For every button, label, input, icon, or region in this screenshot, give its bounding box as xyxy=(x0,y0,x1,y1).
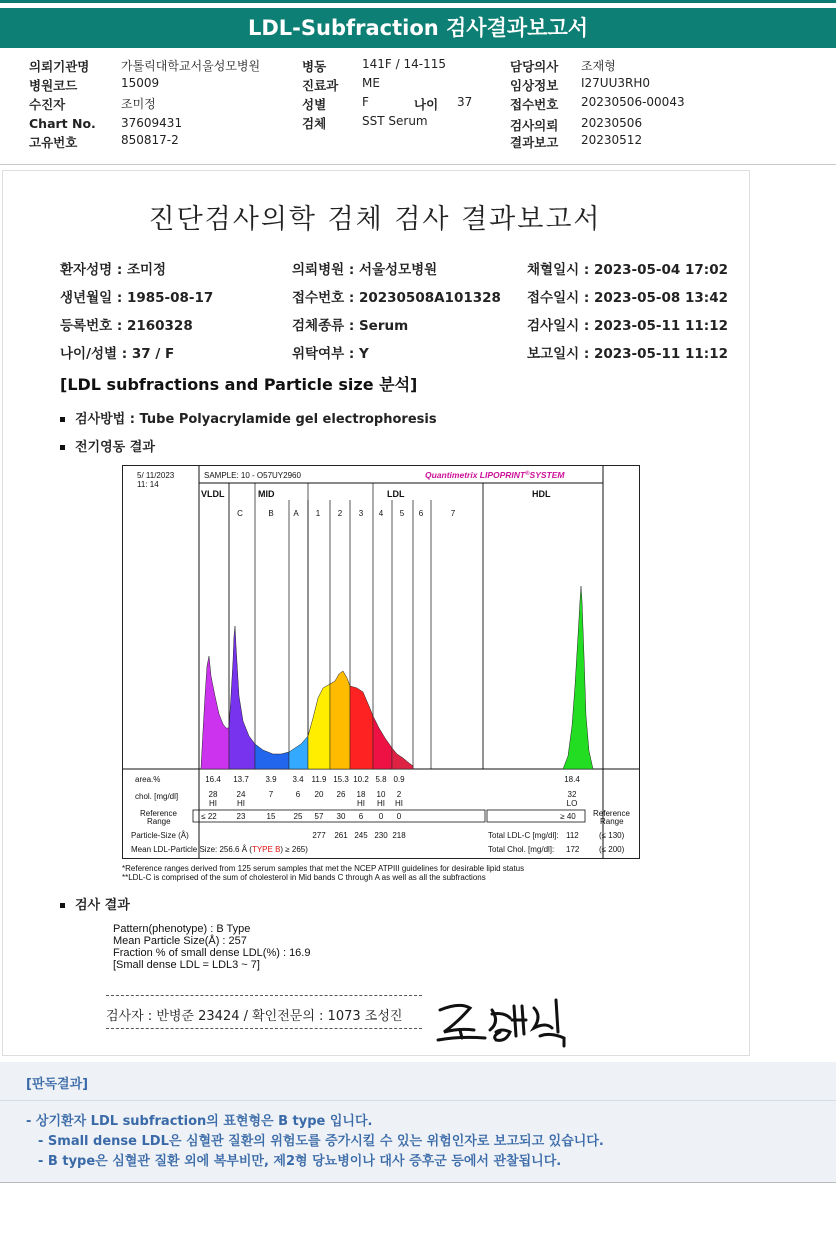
signature-dash-top xyxy=(106,995,422,996)
label-age: 나이 xyxy=(414,97,439,112)
result-heading: 검사 결과 xyxy=(75,898,130,913)
chart-brand-suffix: SYSTEM xyxy=(529,470,565,480)
bottom-divider xyxy=(0,1182,836,1183)
label-patient: 수진자 xyxy=(29,97,66,112)
area-value-b: 3.9 xyxy=(265,775,277,784)
test-datetime: 검사일시 : 2023-05-11 11:12 xyxy=(527,318,728,334)
particle-size-value: 277 xyxy=(312,831,326,840)
value-specimen: SST Serum xyxy=(362,114,428,128)
value-age: 37 xyxy=(457,95,473,109)
requesting-hospital: 의뢰병원 : 서울성모병원 xyxy=(292,262,438,278)
chol-value-3: 18 xyxy=(356,790,366,799)
row-label-ref-right-1: Reference xyxy=(593,809,630,818)
band-label-a: A xyxy=(293,509,299,518)
area-value-3: 10.2 xyxy=(353,775,369,784)
ref-value-4: 0 xyxy=(378,812,384,821)
area-value-a: 3.4 xyxy=(292,775,304,784)
area-value-2: 15.3 xyxy=(333,775,349,784)
result-mean-size: Mean Particle Size(Å) : 257 xyxy=(113,935,247,947)
judgement-divider xyxy=(0,1100,836,1101)
analysis-section-title: [LDL subfractions and Particle size 분석] xyxy=(60,375,418,394)
flag-5: HI xyxy=(395,799,403,808)
label-request-date: 검사의뢰 xyxy=(510,118,559,133)
bullet-icon xyxy=(60,903,65,908)
label-unique-no: 고유번호 xyxy=(29,135,78,150)
result-heading-line xyxy=(60,894,130,913)
mean-size-type: TYPE B xyxy=(251,845,281,854)
row-label-area: area.% xyxy=(135,775,161,784)
peak-a xyxy=(289,736,308,769)
flag-c: HI xyxy=(237,799,245,808)
ref-value-c: 23 xyxy=(236,812,246,821)
total-ldl-value: 112 xyxy=(566,831,579,840)
peak-b xyxy=(255,744,289,769)
peak-2 xyxy=(330,671,350,769)
label-institution: 의뢰기관명 xyxy=(29,59,90,74)
peak-hdl xyxy=(563,586,593,769)
judgement-line-1: - 상기환자 LDL subfraction의 표현형은 B type 입니다. xyxy=(26,1114,373,1129)
particle-size-value: 245 xyxy=(354,831,368,840)
band-label-b: B xyxy=(268,509,274,518)
chol-value-c: 24 xyxy=(236,790,246,799)
total-chol-value: 172 xyxy=(566,845,580,854)
total-chol-label: Total Chol. [mg/dl]: xyxy=(488,845,555,854)
chol-value-5: 2 xyxy=(396,790,402,799)
band-label-3: 3 xyxy=(358,509,364,518)
area-value-1: 11.9 xyxy=(311,775,327,784)
band-divider-lines xyxy=(229,483,603,769)
value-hospital-code: 15009 xyxy=(121,76,160,90)
signature-scribble xyxy=(430,992,580,1052)
label-sex: 성별 xyxy=(302,97,327,112)
label-report-date: 결과보고 xyxy=(510,135,559,150)
chol-value-2: 26 xyxy=(336,790,346,799)
flag-3: HI xyxy=(357,799,365,808)
particle-size-label: Particle-Size (Å) xyxy=(131,831,189,840)
band-label-2: 2 xyxy=(337,509,343,518)
peak-1 xyxy=(308,684,330,769)
bullet-icon xyxy=(60,445,65,450)
top-accent-line xyxy=(0,0,836,3)
outsourced: 위탁여부 : Y xyxy=(292,346,369,362)
label-specimen: 검체 xyxy=(302,116,327,131)
judgement-line-2: - Small dense LDL은 심혈관 질환의 위험도를 증가시킬 수 있는 위험인자로 보고되고 있습니다. xyxy=(38,1134,604,1149)
chart-note-1: *Reference ranges derived from 125 serum samples that met the NCEP ATPIII guidelines for desirable lipid status xyxy=(122,864,525,873)
ref-value-hdl: ≥ 40 xyxy=(560,812,576,821)
mean-size-label: Mean LDL-Particle Size: 256.6 Å ( xyxy=(131,845,252,854)
ref-value-vldl: ≤ 22 xyxy=(201,812,217,821)
value-department: ME xyxy=(362,76,380,90)
value-institution: 가톨릭대학교서울성모병원 xyxy=(121,59,261,73)
result-list xyxy=(113,923,310,971)
label-ward: 병동 xyxy=(302,59,327,74)
band-label-6: 6 xyxy=(418,509,424,518)
area-value-vldl: 16.4 xyxy=(205,775,221,784)
total-ldl-ref: (≤ 130) xyxy=(599,831,625,840)
registration-number: 등록번호 : 2160328 xyxy=(60,318,193,334)
value-unique-no: 850817-2 xyxy=(121,133,179,147)
band-label-1: 1 xyxy=(315,509,321,518)
row-label-ref-2: Range xyxy=(147,817,171,826)
band-labels xyxy=(237,509,456,518)
collection-datetime: 채혈일시 : 2023-05-04 17:02 xyxy=(527,262,728,278)
flag-4: HI xyxy=(377,799,385,808)
signature-dash-bottom xyxy=(106,1028,422,1029)
chart-time: 11: 14 xyxy=(137,480,159,489)
result-definition: [Small dense LDL = LDL3 ~ 7] xyxy=(113,959,260,971)
judgement-line-3: - B type은 심혈관 질환 외에 복부비만, 제2형 당뇨병이나 대사 증후군 등에서 관찰됩니다. xyxy=(38,1154,562,1169)
electro-heading: 전기영동 결과 xyxy=(75,440,155,455)
area-value-hdl: 18.4 xyxy=(564,775,580,784)
label-clinical-info: 임상정보 xyxy=(510,78,559,93)
handwritten-signature xyxy=(430,992,580,1056)
value-clinical-info: I27UU3RH0 xyxy=(581,76,651,90)
patient-name: 환자성명 : 조미정 xyxy=(60,262,167,278)
row-label-ref-right-2: Range xyxy=(600,817,624,826)
result-fraction: Fraction % of small dense LDL(%) : 16.9 xyxy=(113,947,311,959)
flag-vldl: HI xyxy=(209,799,217,808)
value-sex: F xyxy=(362,95,369,109)
ref-value-1: 57 xyxy=(314,812,324,821)
chol-value-a: 6 xyxy=(295,790,301,799)
value-patient: 조미정 xyxy=(121,97,156,111)
label-receipt-no: 접수번호 xyxy=(510,97,559,112)
report-datetime: 보고일시 : 2023-05-11 11:12 xyxy=(527,346,728,362)
registered-mark: ® xyxy=(525,471,530,477)
chol-value-hdl: 32 xyxy=(567,790,577,799)
result-pattern: Pattern(phenotype) : B Type xyxy=(113,923,251,935)
receipt-datetime: 접수일시 : 2023-05-08 13:42 xyxy=(527,290,728,306)
particle-size-value: 218 xyxy=(392,831,406,840)
label-chart-no: Chart No. xyxy=(29,116,96,131)
region-hdl: HDL xyxy=(532,489,551,499)
receipt-number: 접수번호 : 20230508A101328 xyxy=(292,290,501,306)
particle-size-value: 261 xyxy=(334,831,348,840)
peak-c xyxy=(229,626,255,769)
signature-line: 검사자 : 반병준 23424 / 확인전문의 : 1073 조성진 xyxy=(106,1009,403,1024)
judgement-title: [판독결과] xyxy=(26,1077,89,1092)
band-label-4: 4 xyxy=(378,509,384,518)
particle-sizes xyxy=(312,831,406,840)
total-ldl-label: Total LDL-C [mg/dl]: xyxy=(488,831,559,840)
peak-5 xyxy=(392,748,413,769)
area-value-c: 13.7 xyxy=(233,775,249,784)
mean-size-line xyxy=(131,845,308,854)
bullet-icon xyxy=(60,417,65,422)
chol-value-b: 7 xyxy=(268,790,274,799)
lipoprint-svg xyxy=(123,466,639,858)
row-label-chol: chol. [mg/dl] xyxy=(135,792,179,801)
chol-value-vldl: 28 xyxy=(208,790,218,799)
ref-value-a: 25 xyxy=(293,812,303,821)
peak-3 xyxy=(350,686,373,769)
label-doctor: 담당의사 xyxy=(510,59,559,74)
header-divider xyxy=(0,164,836,165)
birth-date: 생년월일 : 1985-08-17 xyxy=(60,290,214,306)
region-vldl: VLDL xyxy=(201,489,225,499)
chart-brand xyxy=(425,470,565,480)
total-chol-ref: (≤ 200) xyxy=(599,845,625,854)
chart-sample: SAMPLE: 10 - O57UY2960 xyxy=(204,471,301,480)
chart-note-2: **LDL-C is comprised of the sum of cholesterol in Mid bands C through A as well as all the subfractions xyxy=(122,873,486,882)
method-text: 검사방법 : Tube Polyacrylamide gel electrophoresis xyxy=(75,412,437,427)
value-receipt-no: 20230506-00043 xyxy=(581,95,685,109)
ref-value-5: 0 xyxy=(396,812,402,821)
band-label-c: C xyxy=(237,509,243,518)
method-line xyxy=(60,408,437,427)
ref-value-2: 30 xyxy=(336,812,346,821)
fraction-table xyxy=(201,775,580,821)
flag-hdl: LO xyxy=(566,799,578,808)
area-value-4: 5.8 xyxy=(375,775,387,784)
region-mid: MID xyxy=(258,489,275,499)
peak-areas xyxy=(201,586,593,769)
chol-value-1: 20 xyxy=(314,790,324,799)
age-sex: 나이/성별 : 37 / F xyxy=(60,346,175,362)
ref-value-b: 15 xyxy=(266,812,276,821)
electro-heading-line xyxy=(60,436,155,455)
ref-value-3: 6 xyxy=(358,812,364,821)
particle-size-value: 230 xyxy=(374,831,388,840)
chart-date: 5/ 11/2023 xyxy=(137,471,175,480)
band-label-5: 5 xyxy=(399,509,405,518)
chart-brand-name: Quantimetrix LIPOPRINT xyxy=(425,470,526,480)
report-title-bar: LDL-Subfraction 검사결과보고서 xyxy=(0,8,836,48)
peak-vldl xyxy=(201,656,229,769)
value-request-date: 20230506 xyxy=(581,116,643,130)
label-department: 진료과 xyxy=(302,78,339,93)
row-label-ref-1: Reference xyxy=(140,809,177,818)
specimen-type: 검체종류 : Serum xyxy=(292,318,409,334)
lipoprint-chart xyxy=(122,465,640,859)
region-ldl: LDL xyxy=(387,489,405,499)
mean-size-ref: ) ≥ 265) xyxy=(280,845,308,854)
label-hospital-code: 병원코드 xyxy=(29,78,78,93)
report-doc-title: 진단검사의학 검체 검사 결과보고서 xyxy=(148,204,602,235)
band-label-7: 7 xyxy=(450,509,456,518)
chol-value-4: 10 xyxy=(376,790,386,799)
peak-4 xyxy=(373,716,392,769)
value-ward: 141F / 14-115 xyxy=(362,57,446,71)
value-report-date: 20230512 xyxy=(581,133,643,147)
value-chart-no: 37609431 xyxy=(121,116,183,130)
value-doctor: 조재형 xyxy=(581,59,616,73)
area-value-5: 0.9 xyxy=(393,775,405,784)
